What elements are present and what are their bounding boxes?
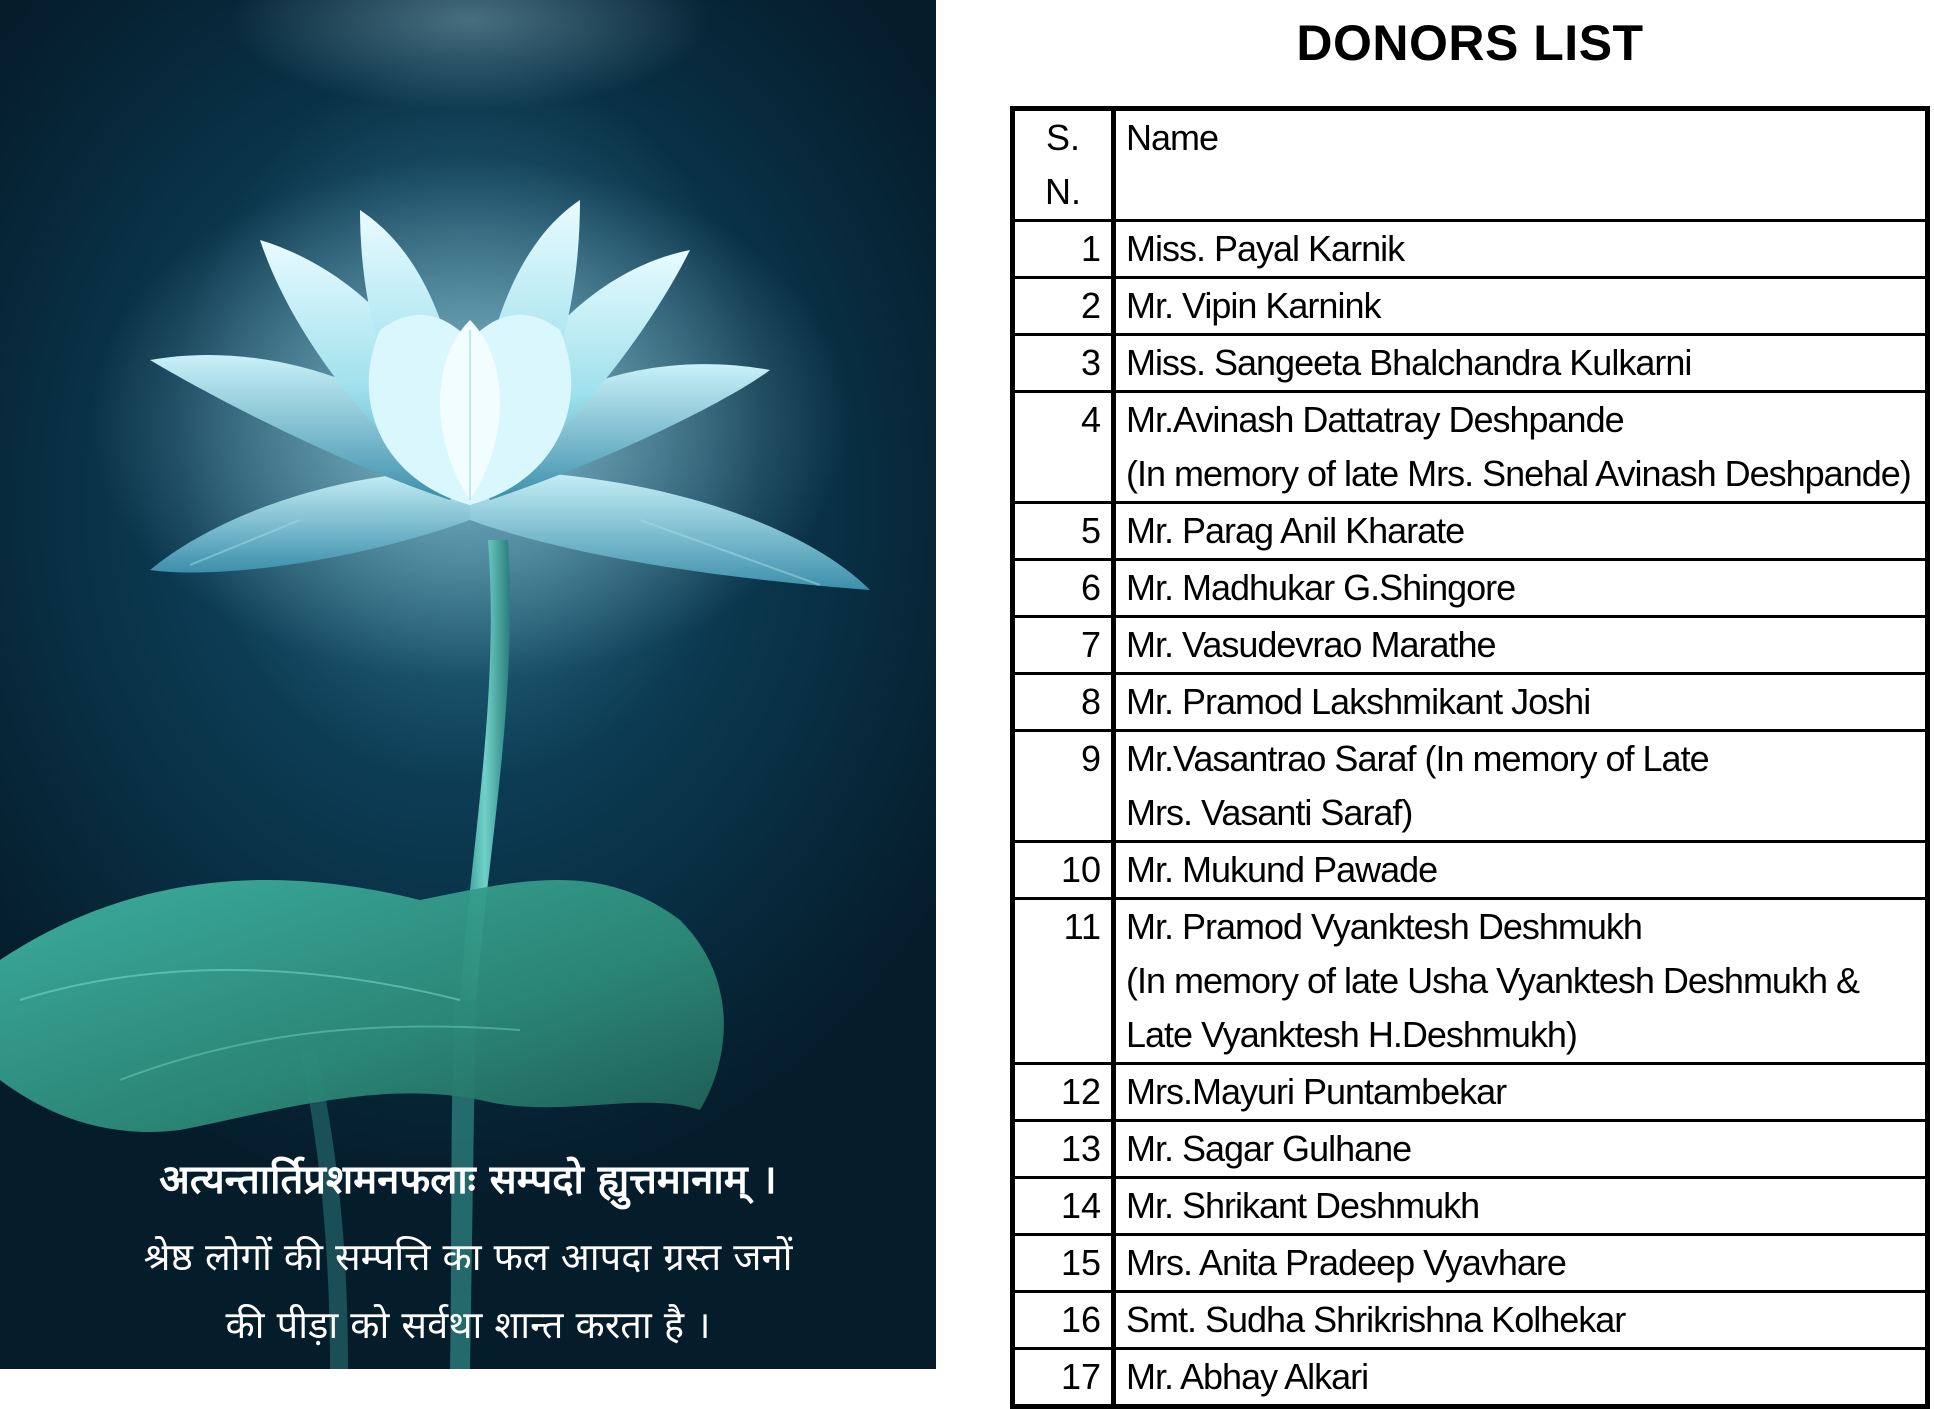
donor-name-cell xyxy=(1114,560,1928,617)
serial-number-cell: 9 xyxy=(1013,731,1114,842)
donor-name-cell xyxy=(1114,1064,1928,1121)
table-row xyxy=(1013,1235,1928,1292)
serial-number-cell: 12 xyxy=(1013,1064,1114,1121)
serial-number-cell: 3 xyxy=(1013,335,1114,392)
serial-number-cell: 11 xyxy=(1013,899,1114,1064)
hindi-translation-line-2: की पीड़ा को सर्वथा शान्त करता है । xyxy=(225,1303,711,1347)
donor-name-cell xyxy=(1114,1349,1928,1407)
hindi-translation-line-1: श्रेष्ठ लोगों की सम्पत्ति का फल आपदा ग्रस्त जनों xyxy=(143,1235,793,1279)
table-row xyxy=(1013,560,1928,617)
donor-name-line: Miss. Payal Karnik xyxy=(1126,228,1405,269)
donor-name-cell xyxy=(1114,1178,1928,1235)
donors-list-title: DONORS LIST xyxy=(1296,15,1644,71)
table-header-row xyxy=(1013,109,1928,221)
serial-number-cell: 17 xyxy=(1013,1349,1114,1407)
sanskrit-verse: अत्यन्तार्तिप्रशमनफलाः सम्पदो ह्युत्तमानाम् । xyxy=(159,1157,777,1203)
donor-name-line: Miss. Sangeeta Bhalchandra Kulkarni xyxy=(1126,342,1692,383)
table-row xyxy=(1013,1292,1928,1349)
donors-table xyxy=(1010,106,1930,1409)
table-row xyxy=(1013,1178,1928,1235)
donor-name-line: Mrs. Vasanti Saraf) xyxy=(1126,792,1413,833)
donor-name-cell xyxy=(1114,278,1928,335)
donor-name-line: (In memory of late Mrs. Snehal Avinash Deshpande) xyxy=(1126,453,1911,494)
table-row xyxy=(1013,1349,1928,1407)
donor-name-line: Mr.Avinash Dattatray Deshpande xyxy=(1126,399,1624,440)
serial-number-cell: 14 xyxy=(1013,1178,1114,1235)
donors-table-body xyxy=(1013,221,1928,1407)
lotus-artwork-panel xyxy=(0,0,936,1369)
table-row xyxy=(1013,221,1928,278)
donor-name-line: Mr. Pramod Lakshmikant Joshi xyxy=(1126,681,1591,722)
donor-name-line: Mr. Mukund Pawade xyxy=(1126,849,1438,890)
donor-name-line: (In memory of late Usha Vyanktesh Deshmukh & xyxy=(1126,960,1859,1001)
serial-number-cell: 7 xyxy=(1013,617,1114,674)
serial-number-cell: 4 xyxy=(1013,392,1114,503)
donor-name-cell xyxy=(1114,503,1928,560)
column-header-sn: S. N. xyxy=(1013,109,1114,221)
serial-number-cell: 6 xyxy=(1013,560,1114,617)
donor-name-line: Mrs. Anita Pradeep Vyavhare xyxy=(1126,1242,1566,1283)
donor-name-line: Mrs.Mayuri Puntambekar xyxy=(1126,1071,1507,1112)
donor-name-line: Smt. Sudha Shrikrishna Kolhekar xyxy=(1126,1299,1626,1340)
table-row xyxy=(1013,731,1928,842)
serial-number-cell: 16 xyxy=(1013,1292,1114,1349)
table-row xyxy=(1013,617,1928,674)
donor-name-line: Mr. Shrikant Deshmukh xyxy=(1126,1185,1480,1226)
serial-number-cell: 2 xyxy=(1013,278,1114,335)
donor-name-line: Mr. Madhukar G.Shingore xyxy=(1126,567,1516,608)
serial-number-cell: 5 xyxy=(1013,503,1114,560)
donor-name-line: Mr.Vasantrao Saraf (In memory of Late xyxy=(1126,738,1709,779)
donor-name-line: Mr. Pramod Vyanktesh Deshmukh xyxy=(1126,906,1642,947)
donor-name-line: Mr. Abhay Alkari xyxy=(1126,1356,1369,1397)
donor-name-line: Mr. Vipin Karnink xyxy=(1126,285,1381,326)
donor-name-cell xyxy=(1114,899,1928,1064)
table-row xyxy=(1013,1064,1928,1121)
donor-name-cell xyxy=(1114,617,1928,674)
table-row xyxy=(1013,503,1928,560)
donor-name-cell xyxy=(1114,1292,1928,1349)
table-row xyxy=(1013,278,1928,335)
serial-number-cell: 13 xyxy=(1013,1121,1114,1178)
table-row xyxy=(1013,1121,1928,1178)
serial-number-cell: 1 xyxy=(1013,221,1114,278)
donor-name-cell xyxy=(1114,392,1928,503)
donor-name-cell xyxy=(1114,335,1928,392)
table-row xyxy=(1013,842,1928,899)
serial-number-cell: 15 xyxy=(1013,1235,1114,1292)
serial-number-cell: 8 xyxy=(1013,674,1114,731)
donor-name-line: Mr. Parag Anil Kharate xyxy=(1126,510,1465,551)
column-header-name: Name xyxy=(1114,109,1928,221)
donor-name-cell xyxy=(1114,221,1928,278)
table-row xyxy=(1013,392,1928,503)
donor-name-cell xyxy=(1114,1121,1928,1178)
serial-number-cell: 10 xyxy=(1013,842,1114,899)
donor-name-line: Mr. Sagar Gulhane xyxy=(1126,1128,1412,1169)
donor-name-cell xyxy=(1114,1235,1928,1292)
table-row xyxy=(1013,899,1928,1064)
table-row xyxy=(1013,674,1928,731)
donor-name-cell xyxy=(1114,674,1928,731)
table-row xyxy=(1013,335,1928,392)
donor-name-cell xyxy=(1114,731,1928,842)
donor-name-cell xyxy=(1114,842,1928,899)
donor-name-line: Late Vyanktesh H.Deshmukh) xyxy=(1126,1014,1577,1055)
donor-name-line: Mr. Vasudevrao Marathe xyxy=(1126,624,1496,665)
